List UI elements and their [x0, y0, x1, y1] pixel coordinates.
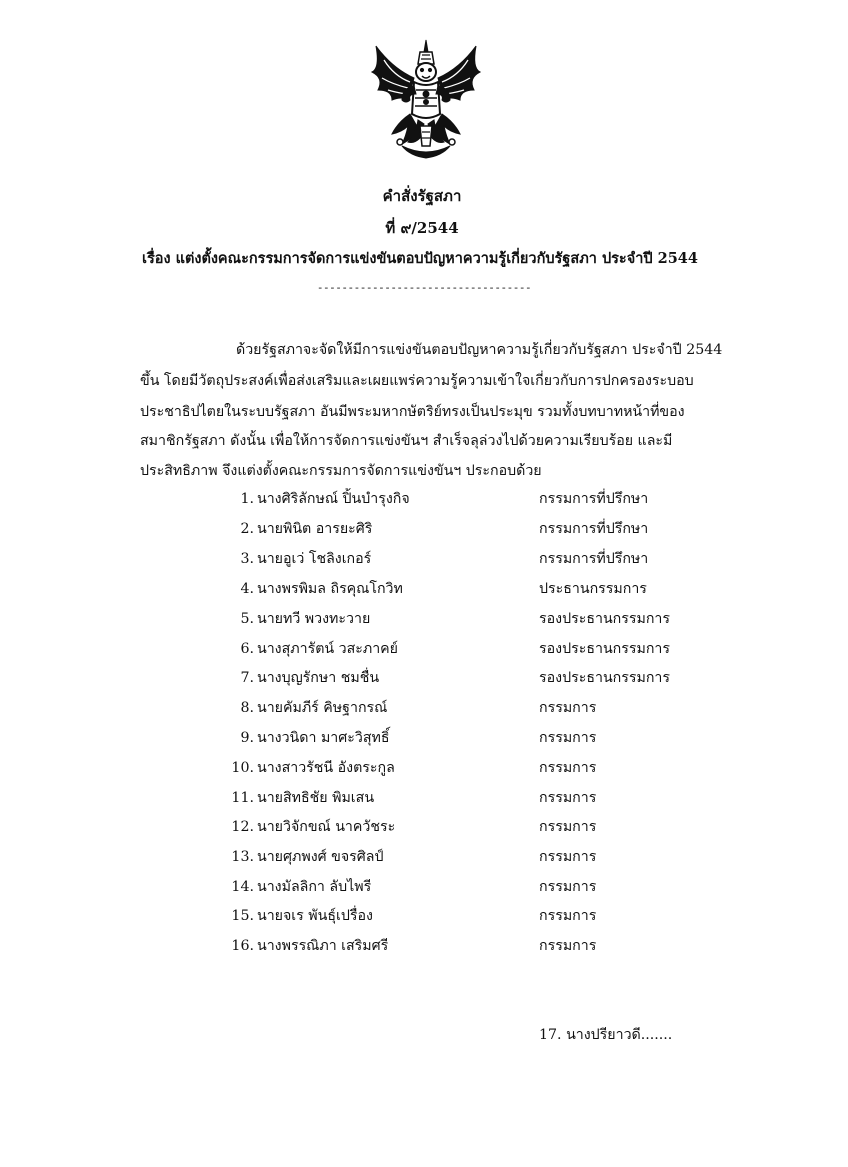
page-continuation-note: 17. นางปรียาวดี....... [539, 1027, 673, 1043]
member-row [0, 578, 848, 600]
member-name: นางมัลลิกา ลับไพรี [257, 879, 372, 895]
member-number: 16. [231, 938, 254, 954]
member-name: นายศุภพงศ์ ขจรศิลป์ [257, 849, 384, 865]
member-name: นางสุภารัตน์ วสะภาคย์ [257, 641, 398, 657]
body-paragraph-line: ประสิทธิภาพ จึงแต่งตั้งคณะกรรมการจัดการแข่งขันฯ ประกอบด้วย [140, 463, 542, 479]
member-row [0, 518, 848, 540]
member-role: กรรมการ [539, 908, 597, 924]
member-name: นางบุญรักษา ชมชื่น [257, 670, 380, 686]
member-role: รองประธานกรรมการ [539, 670, 670, 686]
member-number: 2. [240, 521, 254, 537]
member-name: นางวนิดา มาศะวิสุทธิ์ [257, 730, 390, 746]
member-role: กรรมการที่ปรึกษา [539, 491, 649, 507]
divider-line: ----------------------------------- [316, 281, 532, 294]
member-row [0, 608, 848, 630]
member-row [0, 787, 848, 809]
member-number: 3. [240, 551, 254, 567]
member-row [0, 757, 848, 779]
member-name: นายทวี พวงทะวาย [257, 611, 371, 627]
member-number: 8. [240, 700, 254, 716]
member-role: กรรมการ [539, 730, 597, 746]
member-number: 10. [231, 760, 254, 776]
member-role: กรรมการ [539, 760, 597, 776]
member-name: นายอูเว่ โชลิงเกอร์ [257, 551, 372, 567]
member-role: กรรมการ [539, 819, 597, 835]
member-number: 4. [240, 581, 254, 597]
member-number: 12. [231, 819, 254, 835]
member-row [0, 638, 848, 660]
member-row [0, 548, 848, 570]
member-role: รองประธานกรรมการ [539, 641, 670, 657]
member-role: กรรมการ [539, 849, 597, 865]
member-role: กรรมการที่ปรึกษา [539, 521, 649, 537]
member-role: กรรมการ [539, 700, 597, 716]
member-row [0, 697, 848, 719]
member-role: กรรมการที่ปรึกษา [539, 551, 649, 567]
order-title: คำสั่งรัฐสภา [382, 187, 462, 205]
member-row [0, 905, 848, 927]
order-subject: เรื่อง แต่งตั้งคณะกรรมการจัดการแข่งขันตอบปัญหาความรู้เกี่ยวกับรัฐสภา ประจำปี 2544 [142, 250, 698, 267]
member-number: 13. [231, 849, 254, 865]
member-row [0, 846, 848, 868]
member-row [0, 667, 848, 689]
member-number: 6. [240, 641, 254, 657]
member-row [0, 816, 848, 838]
member-role: กรรมการ [539, 879, 597, 895]
member-name: นายสิทธิชัย พิมเสน [257, 790, 375, 806]
body-paragraph-line: ด้วยรัฐสภาจะจัดให้มีการแข่งขันตอบปัญหาความรู้เกี่ยวกับรัฐสภา ประจำปี 2544 [236, 342, 723, 358]
garuda-emblem-icon [362, 38, 490, 162]
member-row [0, 488, 848, 510]
member-name: นายจเร พันธุ์เปรื่อง [257, 908, 373, 924]
order-number: ที่ ๙/2544 [385, 219, 459, 237]
member-name: นางศิริลักษณ์ ปิ้นบำรุงกิจ [257, 491, 410, 507]
body-paragraph-line: ขึ้น โดยมีวัตถุประสงค์เพื่อส่งเสริมและเผยแพร่ความรู้ความเข้าใจเกี่ยวกับการปกครองระบอบ [140, 373, 694, 389]
member-role: รองประธานกรรมการ [539, 611, 670, 627]
member-name: นายคัมภีร์ คิษฐากรณ์ [257, 700, 388, 716]
member-row [0, 935, 848, 957]
member-role: กรรมการ [539, 938, 597, 954]
member-number: 1. [240, 491, 254, 507]
member-number: 7. [240, 670, 254, 686]
member-row [0, 727, 848, 749]
member-name: นายวิจักขณ์ นาควัชระ [257, 819, 396, 835]
member-number: 9. [240, 730, 254, 746]
member-number: 5. [240, 611, 254, 627]
member-number: 14. [231, 879, 254, 895]
member-name: นางพรพิมล ถิรคุณโกวิท [257, 581, 403, 597]
body-paragraph-line: ประชาธิปไตยในระบบรัฐสภา อันมีพระมหากษัตริย์ทรงเป็นประมุข รวมทั้งบทบาทหน้าที่ของ [140, 404, 685, 420]
member-number: 15. [231, 908, 254, 924]
body-paragraph-line: สมาชิกรัฐสภา ดังนั้น เพื่อให้การจัดการแข่งขันฯ สำเร็จลุล่วงไปด้วยความเรียบร้อย และมี [140, 433, 673, 449]
member-name: นางสาวรัชนี อังตระกูล [257, 760, 395, 776]
member-role: กรรมการ [539, 790, 597, 806]
member-row [0, 876, 848, 898]
member-name: นางพรรณิภา เสริมศรี [257, 938, 389, 954]
member-number: 11. [231, 790, 254, 806]
member-role: ประธานกรรมการ [539, 581, 647, 597]
member-name: นายพินิต อารยะศิริ [257, 521, 373, 537]
